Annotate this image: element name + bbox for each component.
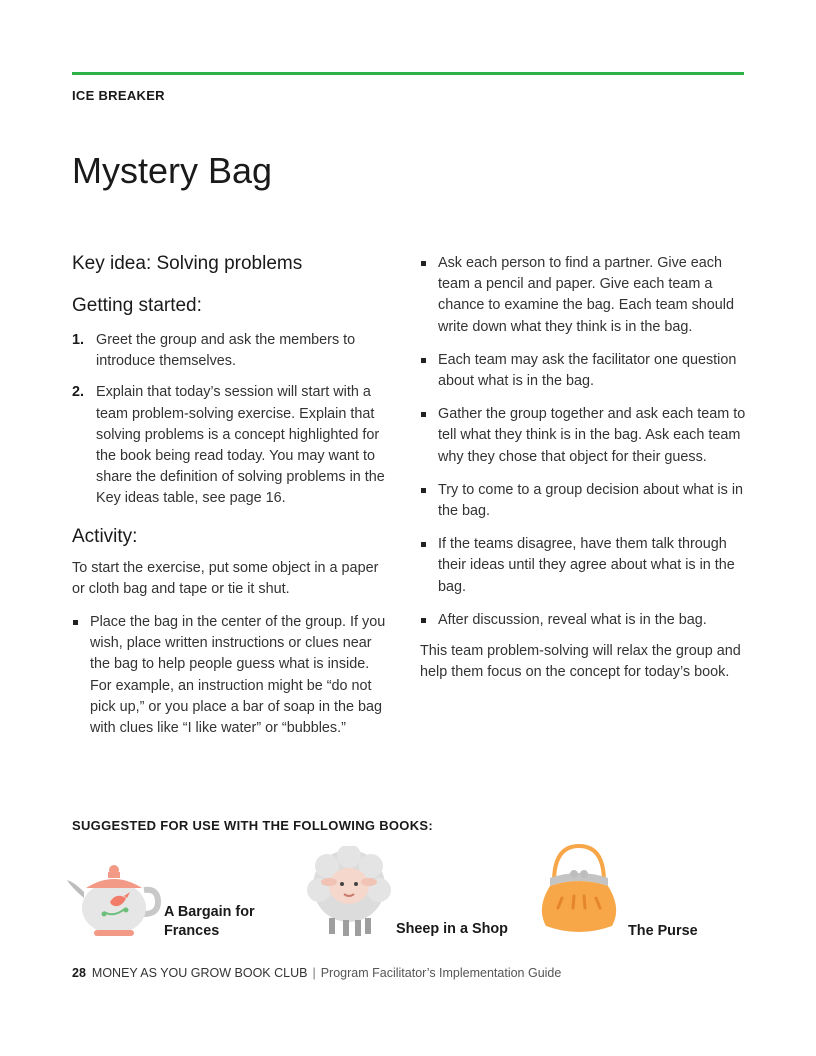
list-item [72,612,394,739]
getting-started-heading: Getting started: [72,295,202,316]
activity-intro: To start the exercise, put some object in a paper or cloth bag and tape or tie it shut. [72,559,379,597]
footer-series: MONEY AS YOU GROW BOOK CLUB [91,966,308,980]
list-item [420,350,746,392]
square-bullet-icon [420,350,438,392]
footer-guide-title: Program Facilitator’s Implementation Guide [320,966,562,980]
page-number: 28 [72,966,86,980]
footer-separator: | [312,966,316,980]
bullet-text: After discussion, reveal what is in the bag. [438,611,707,628]
header-rule [72,72,744,75]
bullet-text: Place the bag in the center of the group. If you wish, place written instructions or clues near the bag to help people guess what is inside. For example, an instruction might be “do not pick up,” or you place a bar of soap in the bag with clues like “I like water” or “bubbles.” [90,614,386,737]
list-item [72,330,394,372]
sheep-icon [307,846,391,938]
section-eyebrow: ICE BREAKER [72,88,165,103]
activity-bullets-right [420,253,746,631]
list-item [420,404,746,468]
bullet-text: Gather the group together and ask each team to tell what they think is in the bag. Ask each team why they chose that object for their guess. [438,406,746,465]
page-title: Mystery Bag [72,150,273,191]
key-idea-heading: Key idea: Solving problems [72,253,303,274]
teapot-icon [64,858,164,938]
book-title-bargain: A Bargain for Frances [164,904,255,939]
list-item [420,610,746,631]
list-item [420,480,746,522]
list-item [72,382,394,509]
bullet-text: Ask each person to find a partner. Give each team a pencil and paper. Give each team a chance to examine the bag. Each team should write down what they think is in the bag. [438,255,734,335]
bullet-text: Try to come to a group decision about what is in the bag. [438,481,744,520]
steps-list [72,330,394,510]
square-bullet-icon [72,612,90,739]
square-bullet-icon [420,404,438,468]
step-number: 1. [72,332,85,348]
square-bullet-icon [420,480,438,522]
bullet-text: If the teams disagree, have them talk through their ideas until they agree about what is in the bag. [438,536,735,595]
step-number: 2. [72,384,85,401]
step-text: Greet the group and ask the members to introduce themselves. [96,332,356,370]
right-column [420,253,746,683]
square-bullet-icon [420,253,438,338]
step-text: Explain that today’s session will start with a team problem-solving exercise. Explain that solving problems is a concept highlighted for the book being read today. You may want to share the definition of solving problems in the Key ideas table, see page 16. [96,384,385,507]
suggested-books-heading: SUGGESTED FOR USE WITH THE FOLLOWING BOOKS: [72,818,434,833]
activity-heading: Activity: [72,525,138,547]
square-bullet-icon [420,534,438,598]
bullet-text: Each team may ask the facilitator one question about what is in the bag. [438,351,737,390]
book-title-sheep: Sheep in a Shop [396,921,508,937]
page-footer [72,966,561,980]
left-column [72,253,394,751]
list-item [420,253,746,338]
closing-paragraph: This team problem-solving will relax the group and help them focus on the concept for today’s book. [420,643,741,681]
list-item [420,534,746,598]
activity-bullets-left [72,612,394,739]
book-title-purse: The Purse [628,923,698,939]
square-bullet-icon [420,610,438,631]
purse-icon [536,842,622,938]
